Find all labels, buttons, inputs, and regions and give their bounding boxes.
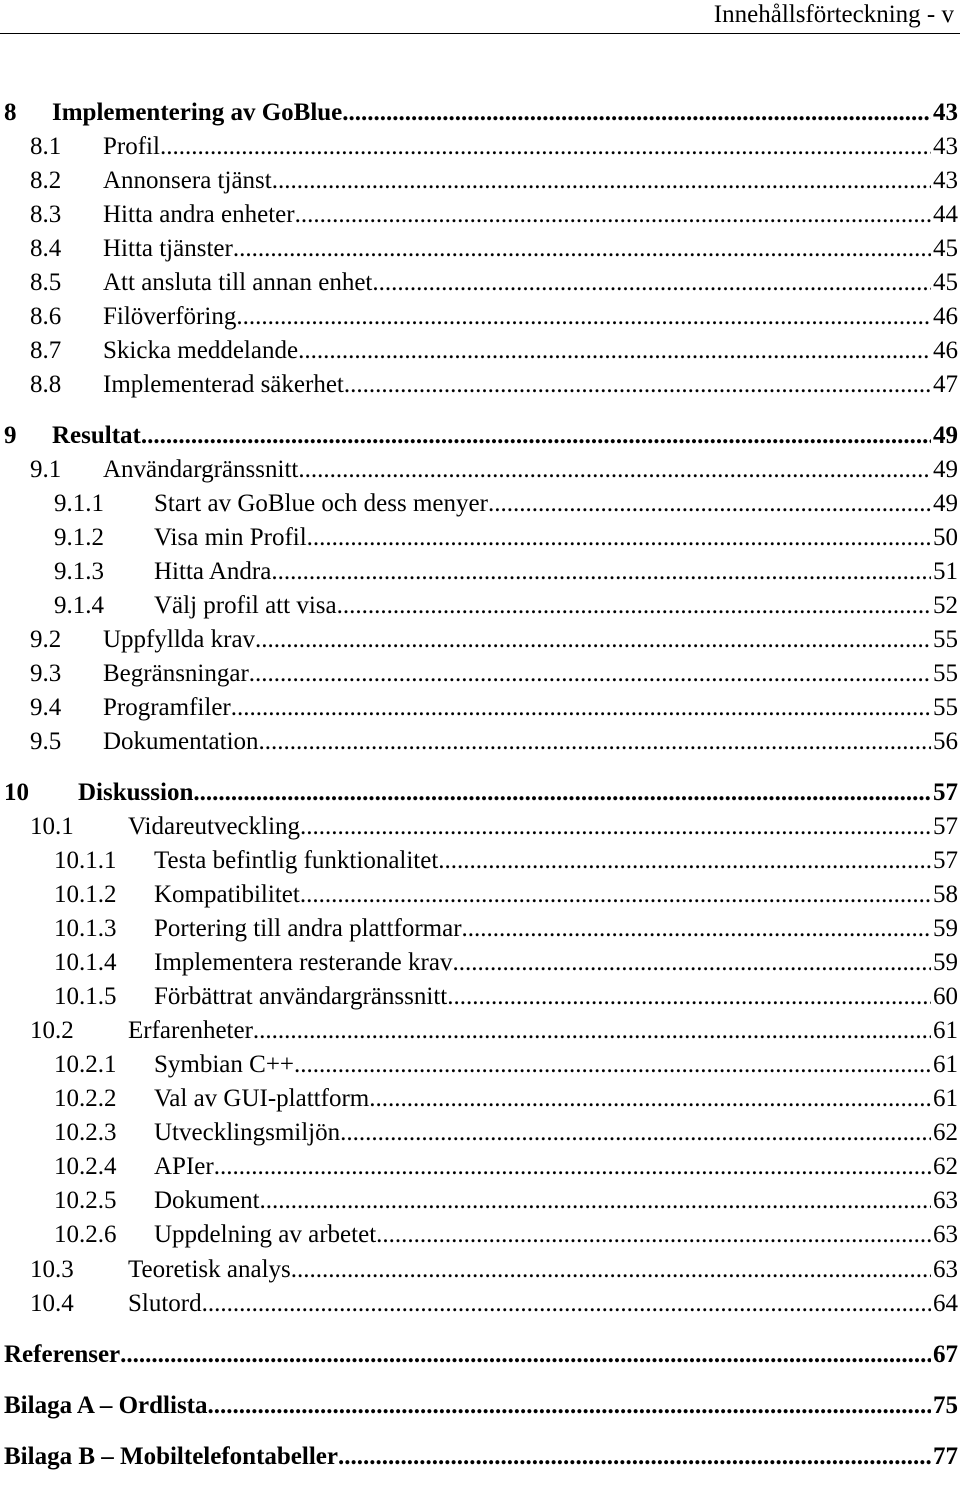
toc-entry-page-number: 51 xyxy=(933,558,958,585)
toc-entry-page-number: 49 xyxy=(933,490,958,517)
toc-entry[interactable] xyxy=(30,453,958,487)
toc-entry[interactable] xyxy=(30,1287,958,1321)
toc-entry-page-number: 61 xyxy=(933,1051,958,1078)
toc-entry[interactable] xyxy=(4,1389,958,1423)
toc-entry[interactable] xyxy=(30,334,958,368)
toc-dot-leader xyxy=(342,96,931,130)
toc-entry-page-number: 55 xyxy=(933,626,958,653)
toc-entry[interactable] xyxy=(30,725,958,759)
toc-dot-leader xyxy=(141,419,931,453)
toc-entry[interactable] xyxy=(54,1116,958,1150)
toc-entry[interactable] xyxy=(54,912,958,946)
toc-dot-leader xyxy=(231,691,931,725)
toc-entry-title: Bilaga B – Mobiltelefontabeller xyxy=(4,1443,338,1470)
toc-entry-page-number: 61 xyxy=(933,1085,958,1112)
toc-entry[interactable] xyxy=(54,844,958,878)
toc-entry-number: 8.3 xyxy=(30,201,62,228)
toc-entry-title: Implementering av GoBlue xyxy=(52,99,343,126)
toc-entry-page-number: 77 xyxy=(933,1443,958,1470)
toc-entry-number: 10.2.5 xyxy=(54,1187,117,1214)
toc-entry-title: Uppfyllda krav xyxy=(103,626,256,653)
toc-entry-page-number: 57 xyxy=(933,847,958,874)
toc-entry-page-number: 49 xyxy=(933,456,958,483)
toc-entry-number: 10.1.3 xyxy=(54,915,117,942)
toc-dot-leader xyxy=(438,844,931,878)
toc-entry[interactable] xyxy=(54,1184,958,1218)
toc-entry-title: Hitta andra enheter xyxy=(103,201,295,228)
toc-dot-leader xyxy=(338,1440,931,1474)
toc-entry[interactable] xyxy=(54,589,958,623)
toc-entry-page-number: 55 xyxy=(933,660,958,687)
toc-entry-title: Hitta Andra xyxy=(154,558,272,585)
header-rule xyxy=(0,33,960,34)
toc-entry[interactable] xyxy=(30,1253,958,1287)
toc-entry-number: 8.7 xyxy=(30,337,62,364)
toc-entry-page-number: 47 xyxy=(933,371,958,398)
toc-entry-title: Välj profil att visa xyxy=(154,592,337,619)
toc-entry-title: Hitta tjänster xyxy=(103,235,233,262)
toc-dot-leader xyxy=(249,657,931,691)
toc-entry-number: 8.6 xyxy=(30,303,62,330)
toc-entry-title: APIer xyxy=(154,1153,214,1180)
toc-dot-leader xyxy=(291,1253,931,1287)
toc-entry-page-number: 62 xyxy=(933,1153,958,1180)
toc-entry-page-number: 64 xyxy=(933,1290,958,1317)
toc-entry[interactable] xyxy=(4,1440,958,1474)
toc-dot-leader xyxy=(272,164,931,198)
toc-entry-title: Utvecklingsmiljön xyxy=(154,1119,341,1146)
toc-entry-number: 10.1.5 xyxy=(54,983,117,1010)
toc-entry[interactable] xyxy=(4,419,958,453)
toc-entry-title: Referenser xyxy=(4,1341,121,1368)
toc-entry[interactable] xyxy=(30,198,958,232)
toc-entry-page-number: 60 xyxy=(933,983,958,1010)
toc-entry[interactable] xyxy=(30,266,958,300)
toc-entry-number: 10.2.1 xyxy=(54,1051,117,1078)
toc-entry-title: Dokument xyxy=(154,1187,260,1214)
toc-entry-page-number: 43 xyxy=(933,99,958,126)
toc-entry-number: 9.1.2 xyxy=(54,524,104,551)
toc-entry-page-number: 62 xyxy=(933,1119,958,1146)
toc-dot-leader xyxy=(208,1389,931,1423)
toc-dot-leader xyxy=(295,198,931,232)
toc-entry-page-number: 43 xyxy=(933,167,958,194)
toc-dot-leader xyxy=(300,810,931,844)
toc-entry[interactable] xyxy=(4,776,958,810)
toc-entry-number: 10.2.4 xyxy=(54,1153,117,1180)
toc-entry-page-number: 75 xyxy=(933,1392,958,1419)
toc-entry-title: Kompatibilitet xyxy=(154,881,300,908)
toc-entry-title: Programfiler xyxy=(103,694,231,721)
toc-entry-title: Erfarenheter xyxy=(128,1017,253,1044)
toc-entry-number: 9.3 xyxy=(30,660,62,687)
toc-dot-leader xyxy=(300,878,931,912)
toc-entry-page-number: 63 xyxy=(933,1256,958,1283)
toc-entry-title: Implementerad säkerhet xyxy=(103,371,344,398)
toc-entry-number: 9.1.3 xyxy=(54,558,104,585)
toc-entry[interactable] xyxy=(30,164,958,198)
toc-entry-title: Profil xyxy=(103,133,160,160)
toc-entry[interactable] xyxy=(30,657,958,691)
toc-entry-page-number: 46 xyxy=(933,303,958,330)
toc-entry-title: Bilaga A – Ordlista xyxy=(4,1392,208,1419)
toc-dot-leader xyxy=(452,946,931,980)
toc-entry[interactable] xyxy=(30,691,958,725)
toc-dot-leader xyxy=(294,1048,931,1082)
toc-entry-page-number: 59 xyxy=(933,949,958,976)
toc-entry-page-number: 61 xyxy=(933,1017,958,1044)
toc-entry-number: 10.1 xyxy=(30,813,74,840)
toc-entry-page-number: 67 xyxy=(933,1341,958,1368)
toc-entry-title: Slutord xyxy=(128,1290,202,1317)
toc-dot-leader xyxy=(260,1184,931,1218)
toc-entry-page-number: 56 xyxy=(933,728,958,755)
toc-entry[interactable] xyxy=(30,300,958,334)
toc-dot-leader xyxy=(253,1014,931,1048)
toc-entry-number: 9.2 xyxy=(30,626,62,653)
toc-dot-leader xyxy=(337,589,931,623)
toc-dot-leader xyxy=(376,1218,931,1252)
toc-entry[interactable] xyxy=(4,96,958,130)
toc-entry-page-number: 45 xyxy=(933,269,958,296)
toc-entry-title: Vidareutveckling xyxy=(128,813,301,840)
toc-entry[interactable] xyxy=(54,878,958,912)
toc-entry-number: 10.2 xyxy=(30,1017,74,1044)
toc-entry[interactable] xyxy=(30,810,958,844)
toc-entry-number: 10.2.6 xyxy=(54,1221,117,1248)
toc-entry-page-number: 49 xyxy=(933,422,958,449)
toc-entry-title: Att ansluta till annan enhet xyxy=(103,269,373,296)
toc-entry-title: Användargränssnitt xyxy=(103,456,299,483)
toc-entry-number: 8 xyxy=(4,99,17,126)
toc-entry[interactable] xyxy=(30,368,958,402)
toc-entry[interactable] xyxy=(54,1048,958,1082)
toc-entry-number: 9.5 xyxy=(30,728,62,755)
toc-entry-number: 8.8 xyxy=(30,371,62,398)
toc-dot-leader xyxy=(307,521,931,555)
toc-entry-title: Begränsningar xyxy=(103,660,249,687)
toc-entry-number: 10.1.4 xyxy=(54,949,117,976)
toc-entry[interactable] xyxy=(54,1150,958,1184)
toc-entry-page-number: 63 xyxy=(933,1221,958,1248)
toc-entry-page-number: 63 xyxy=(933,1187,958,1214)
toc-entry-number: 8.5 xyxy=(30,269,62,296)
toc-dot-leader xyxy=(259,725,931,759)
toc-entry-title: Uppdelning av arbetet xyxy=(154,1221,377,1248)
toc-entry-title: Resultat xyxy=(52,422,141,449)
toc-entry-page-number: 59 xyxy=(933,915,958,942)
toc-dot-leader xyxy=(340,1116,931,1150)
toc-dot-leader xyxy=(160,130,931,164)
toc-entry-number: 10.3 xyxy=(30,1256,74,1283)
toc-entry-title: Diskussion xyxy=(78,779,194,806)
toc-entry-title: Start av GoBlue och dess menyer xyxy=(154,490,488,517)
toc-entry[interactable] xyxy=(54,1082,958,1116)
toc-entry-number: 10 xyxy=(4,779,29,806)
toc-entry-number: 10.2.3 xyxy=(54,1119,117,1146)
toc-entry-page-number: 50 xyxy=(933,524,958,551)
toc-entry-number: 9.1 xyxy=(30,456,62,483)
toc-entry[interactable] xyxy=(30,623,958,657)
running-header-title: Innehållsförteckning - v xyxy=(713,1,954,28)
toc-entry[interactable] xyxy=(54,980,958,1014)
toc-dot-leader xyxy=(233,232,931,266)
toc-entry-title: Dokumentation xyxy=(103,728,259,755)
toc-entry-title: Testa befintlig funktionalitet xyxy=(154,847,439,874)
toc-dot-leader xyxy=(344,368,931,402)
toc-entry[interactable] xyxy=(54,555,958,589)
toc-entry-page-number: 44 xyxy=(933,201,958,228)
toc-entry-title: Visa min Profil xyxy=(154,524,307,551)
toc-entry-title: Symbian C++ xyxy=(154,1051,295,1078)
toc-entry-page-number: 57 xyxy=(933,813,958,840)
toc-entry-page-number: 57 xyxy=(933,779,958,806)
toc-entry-number: 9.1.4 xyxy=(54,592,104,619)
toc-dot-leader xyxy=(193,776,931,810)
toc-dot-leader xyxy=(462,912,931,946)
toc-entry-number: 10.1.2 xyxy=(54,881,117,908)
toc-entry-number: 9 xyxy=(4,422,17,449)
toc-entry-number: 10.2.2 xyxy=(54,1085,117,1112)
toc-entry-title: Förbättrat användargränssnitt xyxy=(154,983,448,1010)
toc-entry[interactable] xyxy=(54,946,958,980)
toc-entry-page-number: 52 xyxy=(933,592,958,619)
toc-entry-page-number: 58 xyxy=(933,881,958,908)
toc-entry[interactable] xyxy=(30,1014,958,1048)
toc-dot-leader xyxy=(202,1287,931,1321)
toc-entry-page-number: 43 xyxy=(933,133,958,160)
toc-entry-title: Teoretisk analys xyxy=(128,1256,291,1283)
toc-entry-title: Val av GUI-plattform xyxy=(154,1085,370,1112)
toc-entry-title: Implementera resterande krav xyxy=(154,949,453,976)
toc-dot-leader xyxy=(447,980,931,1014)
toc-entry-number: 10.4 xyxy=(30,1290,74,1317)
toc-entry-title: Skicka meddelande xyxy=(103,337,299,364)
toc-dot-leader xyxy=(488,487,931,521)
toc-entry[interactable] xyxy=(30,130,958,164)
toc-entry[interactable] xyxy=(4,1338,958,1372)
toc-entry-title: Annonsera tjänst xyxy=(103,167,272,194)
toc-entry-number: 10.1.1 xyxy=(54,847,117,874)
toc-entry-title: Filöverföring xyxy=(103,303,237,330)
toc-dot-leader xyxy=(120,1338,931,1372)
toc-entry-page-number: 46 xyxy=(933,337,958,364)
toc-entry[interactable] xyxy=(54,487,958,521)
toc-entry[interactable] xyxy=(54,1218,958,1252)
toc-dot-leader xyxy=(372,266,931,300)
toc-entry-number: 8.2 xyxy=(30,167,62,194)
toc-dot-leader xyxy=(298,453,931,487)
toc-entry-number: 8.1 xyxy=(30,133,62,160)
toc-dot-leader xyxy=(271,555,931,589)
toc-dot-leader xyxy=(236,300,931,334)
toc-dot-leader xyxy=(214,1150,931,1184)
toc-entry-number: 8.4 xyxy=(30,235,62,262)
toc-entry[interactable] xyxy=(54,521,958,555)
toc-dot-leader xyxy=(255,623,931,657)
toc-dot-leader xyxy=(298,334,931,368)
toc-entry-page-number: 55 xyxy=(933,694,958,721)
toc-entry-title: Portering till andra plattformar xyxy=(154,915,462,942)
page-header xyxy=(0,0,960,34)
toc-dot-leader xyxy=(369,1082,931,1116)
toc-entry-page-number: 45 xyxy=(933,235,958,262)
toc-entry[interactable] xyxy=(30,232,958,266)
toc-entry-number: 9.4 xyxy=(30,694,62,721)
toc-entry-number: 9.1.1 xyxy=(54,490,104,517)
